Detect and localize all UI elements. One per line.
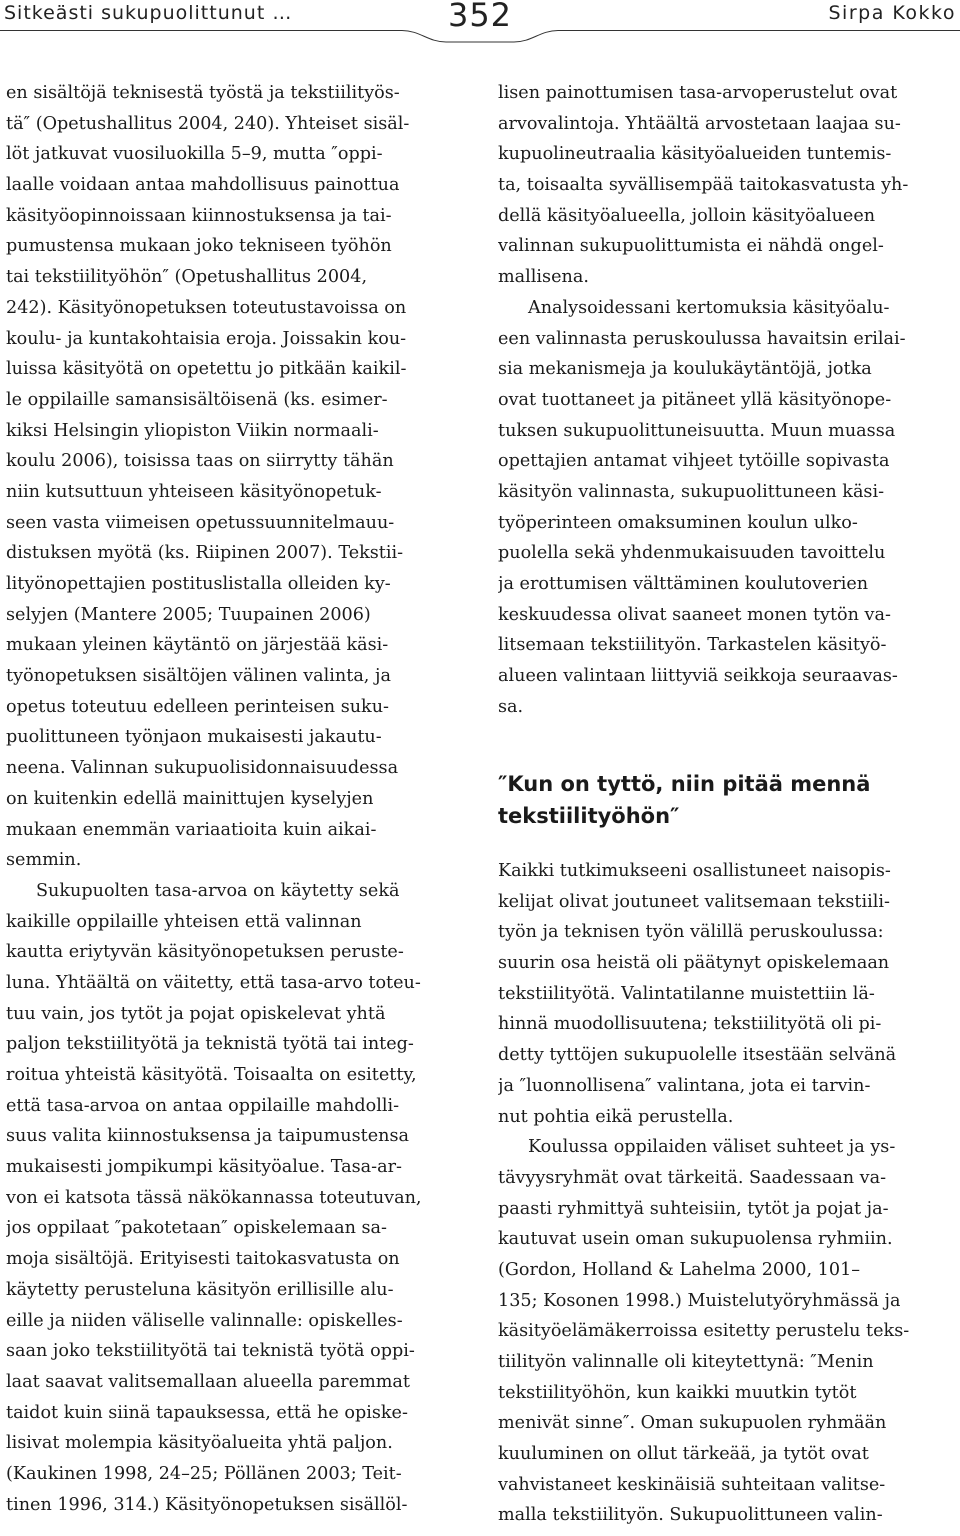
- text-line: kaikille oppilaille yhteisen että valinnan: [6, 911, 362, 932]
- text-line: en sisältöjä teknisestä työstä ja tekstiilityös-: [6, 83, 400, 103]
- text-line: niin kutsuttuun yhteiseen käsityönopetuk-: [6, 481, 382, 502]
- text-line: kiksi Helsingin yliopiston Viikin normaali-: [6, 420, 379, 441]
- text-line: 135; Kosonen 1998.) Muistelutyöryhmässä ja: [498, 1290, 901, 1311]
- text-line: käsityöelämäkerroissa esitetty perustelu teks-: [498, 1321, 910, 1342]
- text-line: Sukupuolten tasa-arvoa on käytetty sekä: [36, 880, 400, 901]
- text-line: 242). Käsityönopetuksen toteutustavoissa on: [6, 297, 407, 318]
- text-line: tai tekstiilityöhön″ (Opetushallitus 2004,: [6, 267, 368, 288]
- text-line: puolittuneen työnjaon mukaisesti jakautu-: [6, 727, 382, 748]
- text-line: von ei katsota tässä näkökannassa toteutuvan,: [6, 1187, 422, 1208]
- text-line: nut pohtia eikä perustella.: [498, 1106, 734, 1127]
- text-line: lisivat molempia käsityöalueita yhtä paljon.: [6, 1433, 393, 1454]
- text-line: tuu vain, jos tytöt ja pojat opiskelevat yhtä: [6, 1003, 386, 1024]
- text-line: Kaikki tutkimukseeni osallistuneet naisopis-: [498, 861, 891, 881]
- text-line: selyjen (Mantere 2005; Tuupainen 2006): [6, 604, 371, 625]
- text-line: sia mekanismeja ja koulukäytäntöjä, jotka: [498, 359, 872, 380]
- text-line: le oppilaille samansisältöisenä (ks. esimer-: [6, 389, 388, 410]
- text-line: ovat tuottaneet ja pitäneet yllä käsityönope-: [498, 389, 892, 410]
- text-line: semmin.: [6, 850, 82, 871]
- text-line: luna. Yhtäältä on väitetty, että tasa-arvo toteu-: [6, 972, 421, 993]
- text-line: kautta eriytyvän käsityönopetuksen peruste-: [6, 942, 404, 963]
- text-line: roitua yhteistä käsityötä. Toisaalta on esitetty,: [6, 1065, 417, 1085]
- text-line: käsityön valinnasta, sukupuolittuneen käsi-: [498, 481, 885, 502]
- text-line: opettajien antamat vihjeet tytöille sopivasta: [498, 451, 890, 472]
- text-line: paljon tekstiilityötä ja teknistä työtä tai integ-: [6, 1034, 414, 1055]
- text-line: työperinteen omaksuminen koulun ulko-: [498, 512, 858, 533]
- text-line: malla tekstiilityön. Sukupuolittuneen valin-: [498, 1505, 883, 1526]
- text-line: laat saavat valitsemallaan alueella paremmat: [6, 1371, 410, 1392]
- text-line: (Kaukinen 1998, 24–25; Pöllänen 2003; Teit-: [6, 1463, 402, 1484]
- running-title: Sitkeästi sukupuolittunut …: [4, 2, 293, 24]
- text-line: ta, toisaalta syvällisempää taitokasvatusta yh-: [498, 175, 909, 196]
- text-line: lityönopettajien postituslistalla olleiden ky-: [6, 574, 391, 594]
- text-line: suurin osa heistä oli päätynyt opiskelemaan: [498, 953, 890, 974]
- text-line: arvovalintoja. Yhtäältä arvostetaan laajaa su-: [498, 113, 901, 134]
- text-line: tävyysryhmät ovat tärkeitä. Saadessaan va-: [498, 1167, 887, 1188]
- text-line: hinnä muodollisuutena; tekstiilityötä oli pi-: [498, 1014, 882, 1035]
- text-line: luissa käsityötä on opetettu jo pitkään kaikil-: [6, 359, 407, 380]
- text-line: kautuvat usein oman sukupuolensa ryhmiin.: [498, 1229, 893, 1250]
- text-line: sa.: [498, 696, 524, 717]
- page-number: 352: [447, 0, 513, 34]
- text-line: kelijat olivat joutuneet valitsemaan tekstiili-: [498, 891, 890, 912]
- right-column-bottom: [498, 856, 958, 1531]
- section-heading: [498, 768, 958, 832]
- text-line: ja erottumisen välttäminen koulutoverien: [498, 574, 869, 594]
- text-line: mukaisesti jompikumpi käsityöalue. Tasa-ar-: [6, 1157, 402, 1178]
- text-line: tinen 1996, 314.) Käsityönopetuksen sisällöl-: [6, 1494, 408, 1515]
- text-line: löt jatkuvat vuosiluokilla 5–9, mutta ″oppi-: [6, 144, 383, 165]
- text-line: een valinnasta peruskoulussa havaitsin erilai-: [498, 328, 906, 349]
- text-line: dellä käsityöalueella, jolloin käsityöalueen: [498, 205, 876, 226]
- text-line: tiilityön valinnalle oli kiteytettynä: ″Menin: [498, 1352, 874, 1372]
- text-line: työnopetuksen sisältöjen välinen valinta, ja: [6, 666, 391, 687]
- text-line: distuksen myötä (ks. Riipinen 2007). Tekstii-: [6, 543, 404, 564]
- text-line: paasti ryhmittyä suhteisiin, tytöt ja pojat ja-: [498, 1198, 889, 1219]
- text-line: mukaan yleinen käytäntö on järjestää käsi-: [6, 635, 389, 656]
- text-line: moja sisältöjä. Erityisesti taitokasvatusta on: [6, 1249, 400, 1270]
- text-line: että tasa-arvoa on antaa oppilaille mahdolli-: [6, 1095, 400, 1116]
- text-line: työn ja teknisen työn välillä peruskoulussa:: [498, 922, 884, 943]
- text-line: saan joko tekstiilityötä tai teknistä työtä oppi-: [6, 1341, 415, 1362]
- text-line: mallisena.: [498, 267, 589, 288]
- text-line: laalle voidaan antaa mahdollisuus painottua: [6, 175, 400, 196]
- text-line: keskuudessa olivat saaneet monen tytön va-: [498, 604, 891, 625]
- text-line: valinnan sukupuolittumista ei nähdä ongel-: [498, 236, 884, 257]
- text-line: neena. Valinnan sukupuolisidonnaisuudessa: [6, 758, 399, 779]
- text-line: koulu 2006), toisissa taas on siirrytty tähän: [6, 451, 394, 472]
- text-line: tä″ (Opetushallitus 2004, 240). Yhteiset sisäl-: [6, 113, 410, 134]
- text-line: vahvistaneet keskinäisiä suhteitaan valitse-: [498, 1474, 886, 1495]
- text-line: Koulussa oppilaiden väliset suhteet ja ys-: [528, 1137, 896, 1158]
- text-line: käsityöopinnoissaan kiinnostuksensa ja tai-: [6, 205, 392, 226]
- text-line: koulu- ja kuntakohtaisia eroja. Joissakin kou-: [6, 328, 407, 349]
- text-line: detty tyttöjen sukupuolelle itsestään selvänä: [498, 1045, 897, 1066]
- text-line: tekstiilityötä. Valintatilanne muistettiin lä-: [498, 983, 875, 1004]
- text-line: alueen valintaan liittyviä seikkoja seuraavas-: [498, 666, 898, 687]
- right-column-top: [498, 78, 958, 722]
- text-line: ja ″luonnollisena″ valintana, jota ei tarvin-: [498, 1075, 871, 1096]
- heading-line: tekstiilityöhön″: [498, 804, 680, 828]
- text-line: opetus toteutuu edelleen perinteisen suku-: [6, 696, 389, 717]
- text-line: mukaan enemmän variaatioita kuin aikai-: [6, 819, 377, 840]
- text-line: litsemaan tekstiilityön. Tarkastelen käsityö-: [498, 635, 887, 656]
- text-line: Analysoidessani kertomuksia käsityöalu-: [528, 297, 890, 318]
- text-line: pumustensa mukaan joko tekniseen työhön: [6, 236, 392, 257]
- author-name: Sirpa Kokko: [828, 2, 956, 24]
- text-line: (Gordon, Holland & Lahelma 2000, 101–: [498, 1259, 861, 1280]
- text-line: puolella sekä yhdenmukaisuuden tavoittelu: [498, 543, 886, 564]
- text-line: suus valita kiinnostuksensa ja taipumustensa: [6, 1126, 409, 1147]
- text-line: seen vasta viimeisen opetussuunnitelmauu-: [6, 512, 395, 533]
- text-line: tekstiilityöhön, kun kaikki muutkin tytöt: [498, 1382, 857, 1403]
- text-line: jos oppilaat ″pakotetaan″ opiskelemaan sa-: [6, 1218, 387, 1239]
- running-header: [0, 0, 960, 48]
- text-line: kupuolineutraalia käsityöalueiden tuntemis-: [498, 144, 892, 165]
- text-line: käytetty perusteluna käsityön erillisille alu-: [6, 1279, 394, 1300]
- text-line: kuuluminen on ollut tärkeää, ja tytöt ovat: [498, 1444, 869, 1465]
- text-line: taidot kuin siinä tapauksessa, että he opiske-: [6, 1402, 408, 1423]
- text-line: menivät sinne″. Oman sukupuolen ryhmään: [498, 1413, 887, 1434]
- text-line: eille ja niiden väliselle valinnalle: opiskelles-: [6, 1310, 403, 1331]
- text-line: tuksen sukupuolittuneisuutta. Muun muassa: [498, 420, 896, 441]
- text-line: lisen painottumisen tasa-arvoperustelut ovat: [498, 83, 898, 103]
- text-line: on kuitenkin edellä mainittujen kyselyjen: [6, 788, 374, 809]
- heading-line: ″Kun on tyttö, niin pitää mennä: [498, 772, 871, 796]
- left-column: [6, 78, 466, 1520]
